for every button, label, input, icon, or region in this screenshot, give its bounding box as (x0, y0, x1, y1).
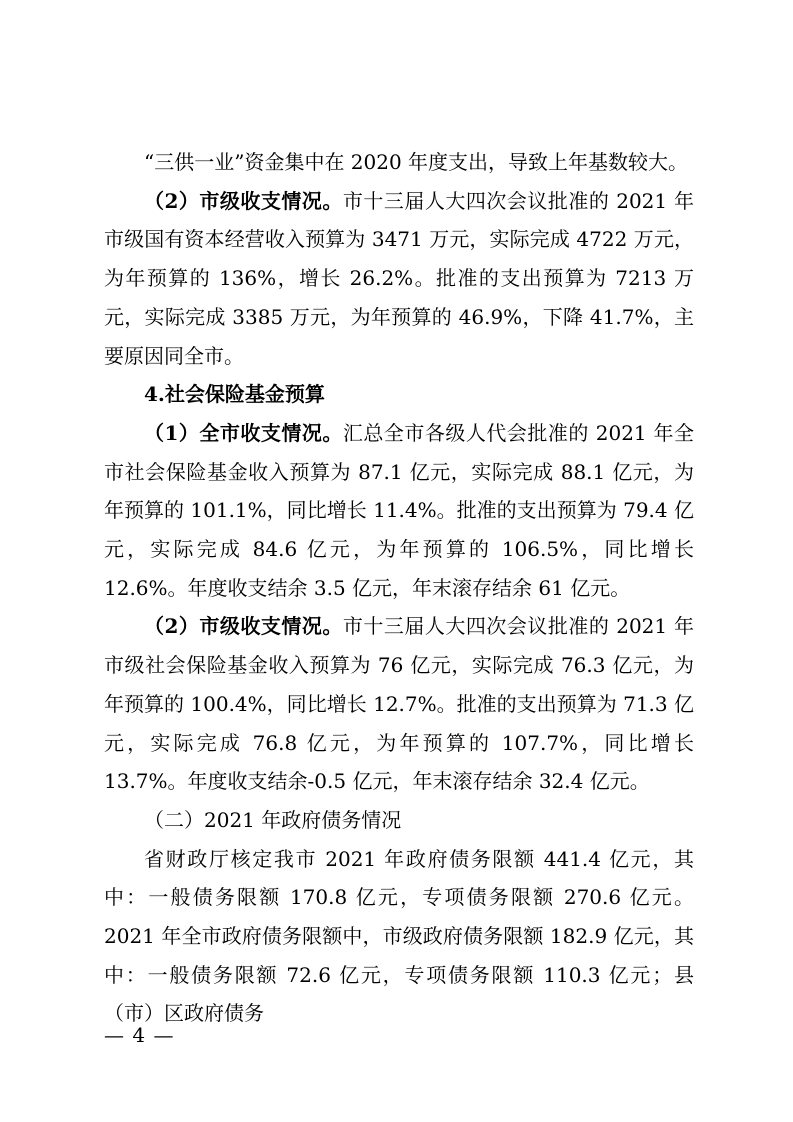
section-heading-social-insurance: 4.社会保险基金预算 (144, 382, 325, 407)
document-body (104, 143, 694, 1033)
paragraph-debt-limits: 省财政厅核定我市 2021 年政府债务限额 441.4 亿元，其中：一般债务限额 170.8 亿元，专项债务限额 270.6 亿元。2021 年全市政府债务限额中，市级政府债务限额 182.9 亿元，其中：一般债务限额 72.6 亿元，专项债务限额 110.3 亿元；县（市）区政府债务 (104, 846, 694, 1026)
paragraph-citywide-social-insurance (104, 414, 694, 608)
paragraph-lead: （1）全市收支情况。 (144, 420, 343, 445)
paragraph-body: 市十三届人大四次会议批准的 2021 年市级社会保险基金收入预算为 76 亿元，实际完成 76.3 亿元，为年预算的 100.4%，同比增长 12.7%。批准的支出预算为 71.3 亿元，实际完成 76.8 亿元，为年预算的 107.7%，同比增长 13.7%。年度收支结余-0.5 亿元，年末滚存结余 32.4 亿元。 (104, 614, 694, 794)
paragraph-continuation: “三供一业”资金集中在 2020 年度支出，导致上年基数较大。 (144, 150, 689, 174)
paragraph-municipal-state-capital (104, 182, 694, 376)
section-heading-government-debt: （二）2021 年政府债务情况 (144, 807, 402, 832)
paragraph-lead: （2）市级收支情况。 (144, 188, 343, 213)
paragraph-body: 汇总全市各级人代会批准的 2021 年全市社会保险基金收入预算为 87.1 亿元，实际完成 88.1 亿元，为年预算的 101.1%，同比增长 11.4%。批准的支出预算为 79.4 亿元，实际完成 84.6 亿元，为年预算的 106.5%，同比增长 12.6%。年度收支结余 3.5 亿元，年末滚存结余 61 亿元。 (104, 420, 694, 600)
page-number: — 4 — (104, 1023, 175, 1047)
paragraph-lead: （2）市级收支情况。 (144, 614, 343, 639)
paragraph-body: 市十三届人大四次会议批准的 2021 年市级国有资本经营收入预算为 3471 万元，实际完成 4722 万元，为年预算的 136%，增长 26.2%。批准的支出预算为 7213 万元，实际完成 3385 万元，为年预算的 46.9%，下降 41.7%，主要原因同全市。 (104, 188, 694, 368)
paragraph-municipal-social-insurance (104, 607, 694, 801)
